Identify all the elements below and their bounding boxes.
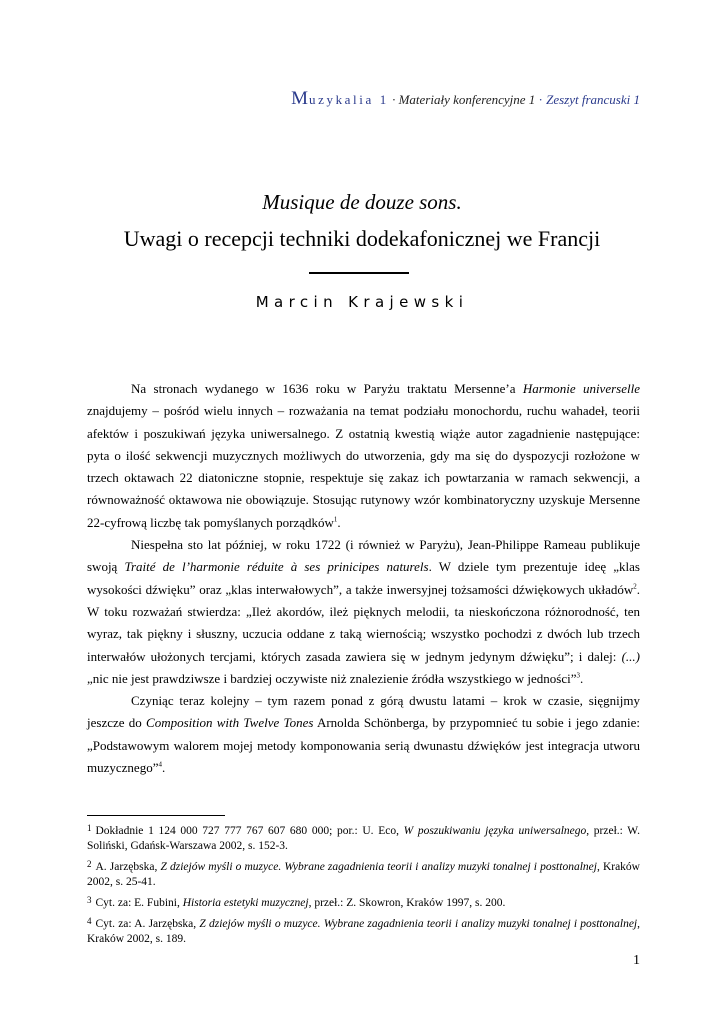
header-separator: · <box>388 92 399 107</box>
italic-title: Composition with Twelve Tones <box>146 715 314 731</box>
text-run: . <box>579 670 584 686</box>
footnote-ref[interactable]: 2 <box>633 582 637 591</box>
text-run: , Kraków 2002, s. 189. <box>87 918 640 945</box>
text-run: , Kraków 2002, s. 25-41. <box>87 861 640 888</box>
paragraph-3 <box>87 690 640 779</box>
text-run: . W toku rozważań stwierdza: „Ileż akordów, ileż pięknych melodii, ta nieskończona różnorodność, ten wyraz, tak piękny i słuszny, uczucia oddane z taką wiernością; wszystko pochodzi z dwóch lub trzech interwałów ułożonych tercjami, których zasada zawiera się w jednym jedynym dźwięku”; i dalej: <box>87 581 640 664</box>
footnote-2 <box>87 857 640 890</box>
text-run: , przeł.: W. Soliński, Gdańsk-Warszawa 2002, s. 152-3. <box>87 825 640 852</box>
series-number: 1 <box>379 92 389 107</box>
author-name: Marcin Krajewski <box>255 293 469 311</box>
italic-title: Traité de l’harmonie réduite à ses prinicipes naturels <box>124 559 429 575</box>
header-subtitle: Materiały konferencyjne 1 <box>398 92 536 107</box>
header-separator: · <box>535 92 547 107</box>
footnotes <box>87 821 640 950</box>
running-header <box>291 88 640 110</box>
text-run: Cyt. za: A. Jarzębska, <box>95 918 200 930</box>
paragraph-1 <box>87 378 640 534</box>
text-run: Na stronach wydanego w 1636 roku w Paryżu traktatu Mersenne’a <box>131 381 523 396</box>
italic-title: W poszukiwaniu języka uniwersalnego <box>403 825 587 837</box>
text-run: Dokładnie 1 124 000 727 777 767 607 680 000; por.: U. Eco, <box>95 825 404 837</box>
footnote-1 <box>87 821 640 854</box>
italic-title: Z dziejów myśli o muzyce. Wybrane zagadnienia teorii i analizy muzyki tonalnej i posttonalnej <box>199 918 638 930</box>
series-rest: uzykalia <box>309 92 374 107</box>
footnote-separator <box>87 815 225 816</box>
text-run: znajdujemy – pośród wielu innych – rozważania na temat podziału monochordu, ruchu wahadeł, teorii afektów i poszukiwań języka uniwersalnego. Z ostatnią kwestią wiąże autor zagadnienie następujące: pyta o ilość sekwencji muzycznych możliwych do utworzenia, gdy ma się do dyspozycji rozłożone w trzech oktawach 22 diatoniczne stopnie, respektuje się zakaz ich powtarzania w ramach sekwencji, a równoważność oktawowa nie obowiązuje. Stosując rutynowy wzór kombinatoryczny uzyskuje Mersenne 22-cyfrową liczbę tak pomyślanych porządków <box>87 403 640 530</box>
title-main: Uwagi o recepcji techniki dodekafonicznej we Francji <box>123 226 601 251</box>
footnote-marker: 1 <box>87 823 92 833</box>
italic-title: Z dziejów myśli o muzyce. Wybrane zagadnienia teorii i analizy muzyki tonalnej i posttonalnej <box>160 861 597 873</box>
footnote-ref[interactable]: 3 <box>576 671 580 680</box>
series-name <box>291 88 389 109</box>
italic-ellipsis: (...) <box>621 648 640 664</box>
series-initial: M <box>291 88 310 109</box>
paragraph-2 <box>87 534 640 690</box>
text-run: A. Jarzębska, <box>95 861 161 873</box>
text-run: , przeł.: Z. Skowron, Kraków 1997, s. 200. <box>308 897 506 909</box>
title-italic: Musique de douze sons. <box>262 190 462 214</box>
article-body <box>87 378 640 779</box>
text-run: Arnolda Schönberga, by przypomnieć tu sobie i jego zdanie: „Podstawowym walorem mojej metody komponowania serią dwunastu dźwięków jest integracja utworu muzycznego” <box>87 715 640 776</box>
footnote-ref[interactable]: 1 <box>333 515 338 524</box>
italic-title: Harmonie universelle <box>522 381 640 396</box>
footnote-4 <box>87 914 640 947</box>
text-run: . W dziele tym prezentuje ideę „klas wysokości dźwięku” oraz „klas interwałowych”, a także inwersyjnej tożsamości dźwiękowych układów <box>87 559 640 597</box>
footnote-marker: 4 <box>87 916 92 926</box>
page-number: 1 <box>633 953 640 968</box>
text-run: . <box>161 760 166 776</box>
italic-title: Historia estetyki muzycznej <box>182 897 309 909</box>
text-run: „nic nie jest prawdziwsze i bardziej oczywiste niż znalezienie źródła wszystkiego w jedności” <box>87 670 577 686</box>
text-run: . <box>337 514 341 530</box>
text-run: Niespełna sto lat później, w roku 1722 (i również w Paryżu), Jean-Philippe Rameau publikuje swoją <box>87 537 640 575</box>
title-divider <box>309 272 409 274</box>
footnote-marker: 3 <box>87 895 92 905</box>
footnote-ref[interactable]: 4 <box>158 760 162 769</box>
text-run: Czyniąc teraz kolejny – tym razem ponad z górą dwustu latami – krok w czasie, sięgnijmy jeszcze do <box>87 693 640 731</box>
footnote-marker: 2 <box>87 859 92 869</box>
header-zeszyt: Zeszyt francuski 1 <box>546 92 640 107</box>
footnote-3 <box>87 893 640 911</box>
text-run: Cyt. za: E. Fubini, <box>95 897 183 909</box>
